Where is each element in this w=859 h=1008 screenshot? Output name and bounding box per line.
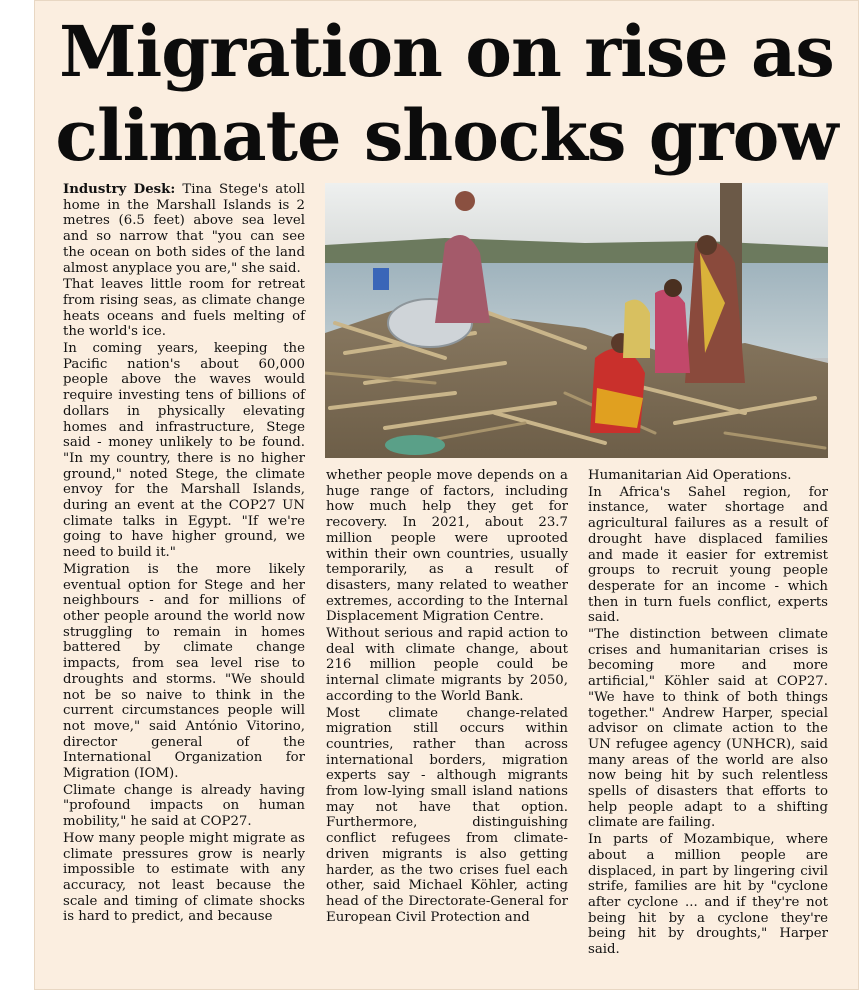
paragraph: Migration is the more likely eventual option for Stege and her neighbours - and for millions of other people around the world now struggling to remain in homes battered by climate change impacts, from sea level rise to droughts and storms. "We should not be so naive to think in the current circumstances people will not move," said António Vitorino, director general of the International Organization for Migration (IOM). bbox=[63, 561, 305, 782]
paragraph: In Africa's Sahel region, for instance, water shortage and agricultural failures as a result of drought have displaced families and made it easier for extremist groups to recruit young people desperate for an income - which then in turn fuels conflict, experts said. bbox=[588, 484, 828, 626]
paragraph: Without serious and rapid action to deal with climate change, about 216 million people could be internal climate migrants by 2050, according to the World Bank. bbox=[326, 626, 568, 704]
paragraph: Most climate change-related migration still occurs within countries, rather than across international borders, migration experts say - although migrants from low-lying small island nations may not have that option. Furthermore, distinguishing conflict refugees from climate-driven migrants is also getting harder, as the two crises fuel each other, said Michael Köhler, acting head of the Directorate-General for European Civil Protection and bbox=[326, 705, 568, 925]
paragraph: Humanitarian Aid Operations. bbox=[588, 468, 792, 483]
byline: Industry Desk: bbox=[63, 182, 176, 197]
headline: Migration on rise as climate shocks grow bbox=[55, 10, 838, 177]
paragraph: In coming years, keeping the Pacific nation's about 60,000 people above the waves would require investing tens of billions of dollars in physically elevating homes and infrastructure, Stege said - money unlikely to be found. "In my country, there is no higher ground," noted Stege, the climate envoy for the Marshall Islands, during an event at the COP27 UN climate talks in Egypt. "If we're going to have higher ground, we need to build it." bbox=[63, 341, 305, 561]
paragraph: How many people might migrate as climate pressures grow is nearly impossible to estimate with any accuracy, not least because the scale and timing of climate shocks is hard to predict, and because bbox=[63, 830, 305, 925]
paragraph: In parts of Mozambique, where about a million people are displaced, in part by lingering civil strife, families are hit by "cyclone after cyclone ... and if they're not being hit by a cyclone they're being hit by droughts," Harper said. bbox=[588, 832, 828, 958]
article-column-1 bbox=[63, 182, 305, 926]
article-photo bbox=[325, 183, 828, 458]
photo-illustration bbox=[325, 183, 828, 458]
paragraph-text: Tina Stege's atoll home in the Marshall Islands is 2 metres (6.5 feet) above sea level and so narrow that "you can see the ocean on both sides of the land almost anyplace you are," she said. bbox=[63, 182, 305, 276]
paragraph: "The distinction between climate crises and humanitarian crises is becoming more and more artificial," Köhler said at COP27. "We have to think of both things together." Andrew Harper, special advisor on climate action to the UN refugee agency (UNHCR), said many areas of the world are also now being hit by such relentless spells of disasters that efforts to help people adapt to a shifting climate are failing. bbox=[588, 627, 828, 831]
paragraph bbox=[63, 182, 305, 276]
article-column-2 bbox=[326, 468, 568, 926]
article-column-3 bbox=[588, 468, 828, 959]
paragraph: That leaves little room for retreat from rising seas, as climate change heats oceans and fuels melting of the world's ice. bbox=[63, 277, 305, 340]
paragraph: whether people move depends on a huge range of factors, including how much help they get for recovery. In 2021, about 23.7 million people were uprooted within their own countries, usually temporarily, as a result of disasters, many related to weather extremes, according to the Internal Displacement Migration Centre. bbox=[326, 468, 568, 625]
paragraph: Climate change is already having "profound impacts on human mobility," he said at COP27. bbox=[63, 782, 305, 830]
